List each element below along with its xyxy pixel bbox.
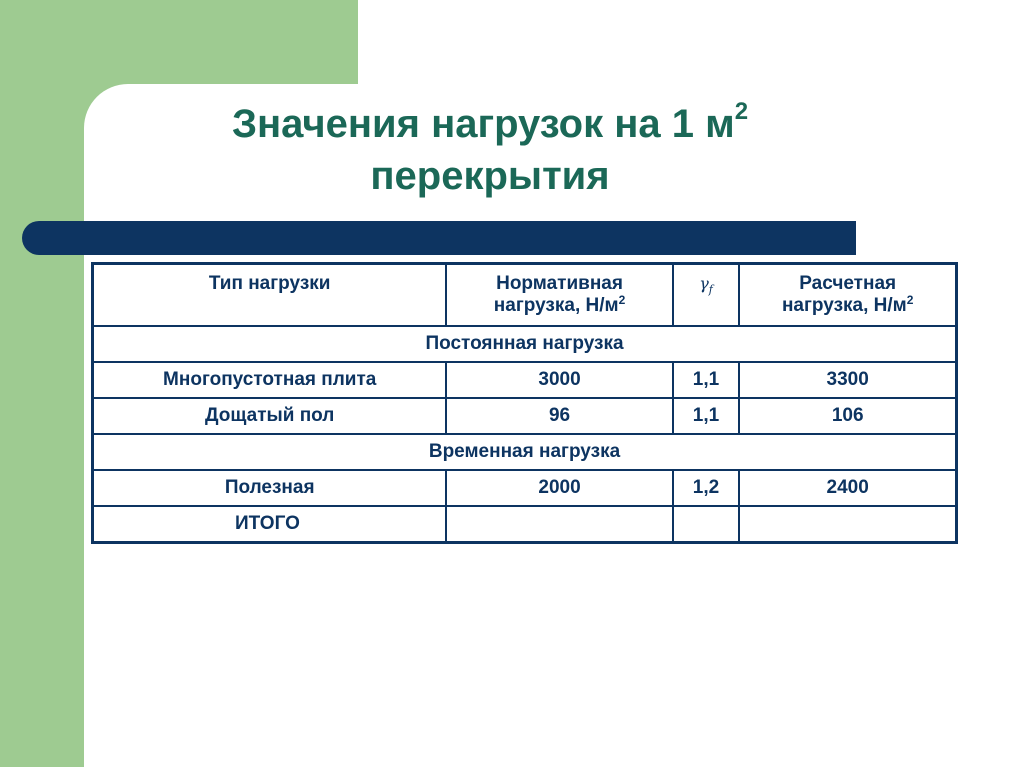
header-normative-load: Нормативная нагрузка, $Н/м^2$ xyxy=(446,264,672,326)
section-row-permanent xyxy=(93,326,957,362)
slide-title xyxy=(150,98,830,202)
cell-normative: 96 xyxy=(446,398,672,434)
cell-gamma: 1,1 xyxy=(673,398,740,434)
section-row-temporary xyxy=(93,434,957,470)
title-superscript: 2 xyxy=(734,98,749,125)
title-line-1: Значения нагрузок на 1 $м^2$ xyxy=(231,98,749,146)
cell-load-type: Полезная xyxy=(93,470,447,506)
cell-gamma: 1,1 xyxy=(673,362,740,398)
decorative-navy-bar xyxy=(22,221,856,255)
cell-design: 3300 xyxy=(739,362,956,398)
cell-design: 2400 xyxy=(739,470,956,506)
cell-gamma: 1,2 xyxy=(673,470,740,506)
loads-table xyxy=(91,262,958,544)
cell-total-label: ИТОГО xyxy=(93,506,447,543)
cell-design: 106 xyxy=(739,398,956,434)
gamma-symbol: $\gamma_f$ xyxy=(699,274,713,297)
cell-design xyxy=(739,506,956,543)
cell-load-type: Дощатый пол xyxy=(93,398,447,434)
table-row xyxy=(93,398,957,434)
table-row xyxy=(93,362,957,398)
table-row xyxy=(93,470,957,506)
cell-load-type: Многопустотная плита xyxy=(93,362,447,398)
table-header-row xyxy=(93,264,957,326)
cell-normative: 3000 xyxy=(446,362,672,398)
cell-normative xyxy=(446,506,672,543)
header-load-type: Тип нагрузки xyxy=(93,264,447,326)
cell-normative: 2000 xyxy=(446,470,672,506)
title-line-2: перекрытия xyxy=(370,154,610,198)
header-gamma-f xyxy=(673,264,740,326)
table-row-total xyxy=(93,506,957,543)
section-label-permanent: Постоянная нагрузка xyxy=(93,326,957,362)
cell-gamma xyxy=(673,506,740,543)
section-label-temporary: Временная нагрузка xyxy=(93,434,957,470)
header-design-load: Расчетная нагрузка, $Н/м^2$ xyxy=(739,264,956,326)
